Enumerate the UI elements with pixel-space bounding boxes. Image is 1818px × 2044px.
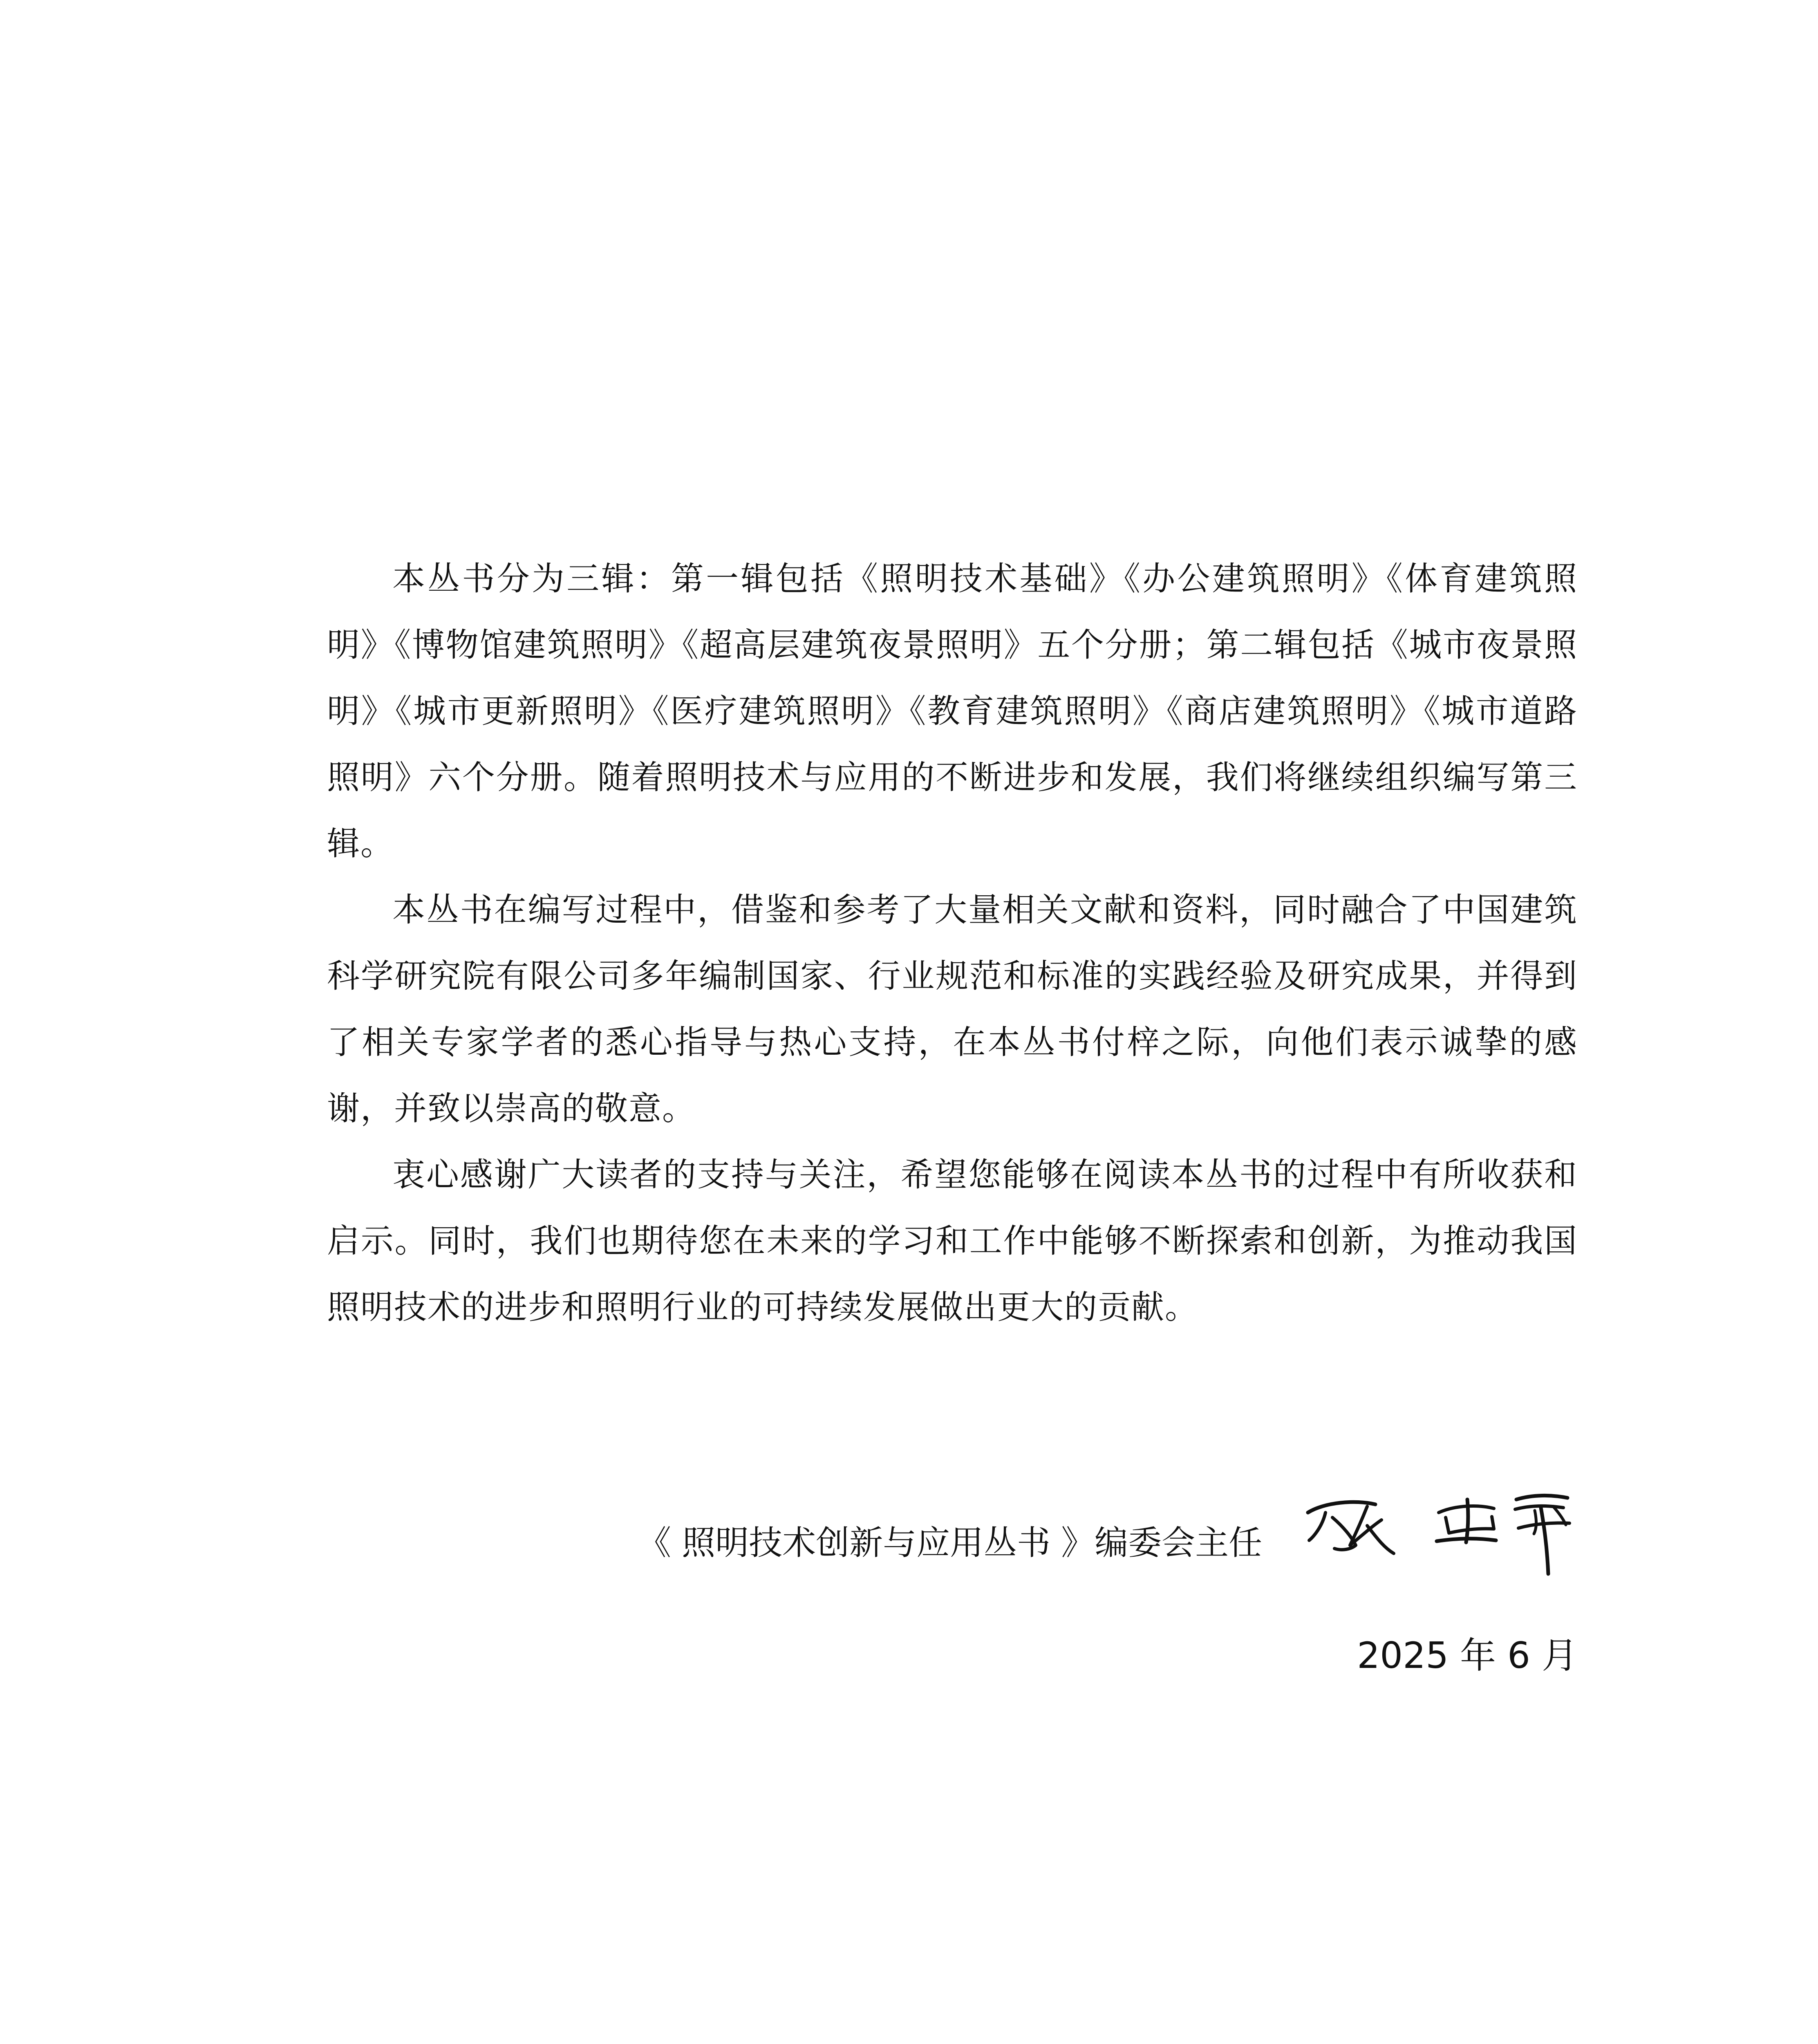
committee-title: 《 照明技术创新与应用丛书 》编委会主任 xyxy=(638,1524,1263,1562)
paragraph-2: 本丛书在编写过程中，借鉴和参考了大量相关文献和资料，同时融合了中国建筑科学研究院有限公司多年编制国家、行业规范和标准的实践经验及研究成果，并得到了相关专家学者的悉心指导与热心支持，在本丛书付梓之际，向他们表示诚挚的感谢，并致以崇高的敬意。 xyxy=(327,891,1578,1127)
publication-date: 2025 年 6 月 xyxy=(1357,1634,1578,1676)
signature-block xyxy=(638,1488,1578,1578)
document-body xyxy=(327,546,1578,1340)
paragraph-3: 衷心感谢广大读者的支持与关注，希望您能够在阅读本丛书的过程中有所收获和启示。同时，我们也期待您在未来的学习和工作中能够不断探索和创新，为推动我国照明技术的进步和照明行业的可持续发展做出更大的贡献。 xyxy=(327,1156,1578,1326)
paragraph-1: 本丛书分为三辑：第一辑包括《照明技术基础》《办公建筑照明》《体育建筑照明》《博物馆建筑照明》《超高层建筑夜景照明》五个分册；第二辑包括《城市夜景照明》《城市更新照明》《医疗建筑照明》《教育建筑照明》《商店建筑照明》《城市道路照明》六个分册。随着照明技术与应用的不断进步和发展，我们将继续组织编写第三辑。 xyxy=(327,560,1578,863)
handwritten-signature xyxy=(1302,1488,1578,1578)
